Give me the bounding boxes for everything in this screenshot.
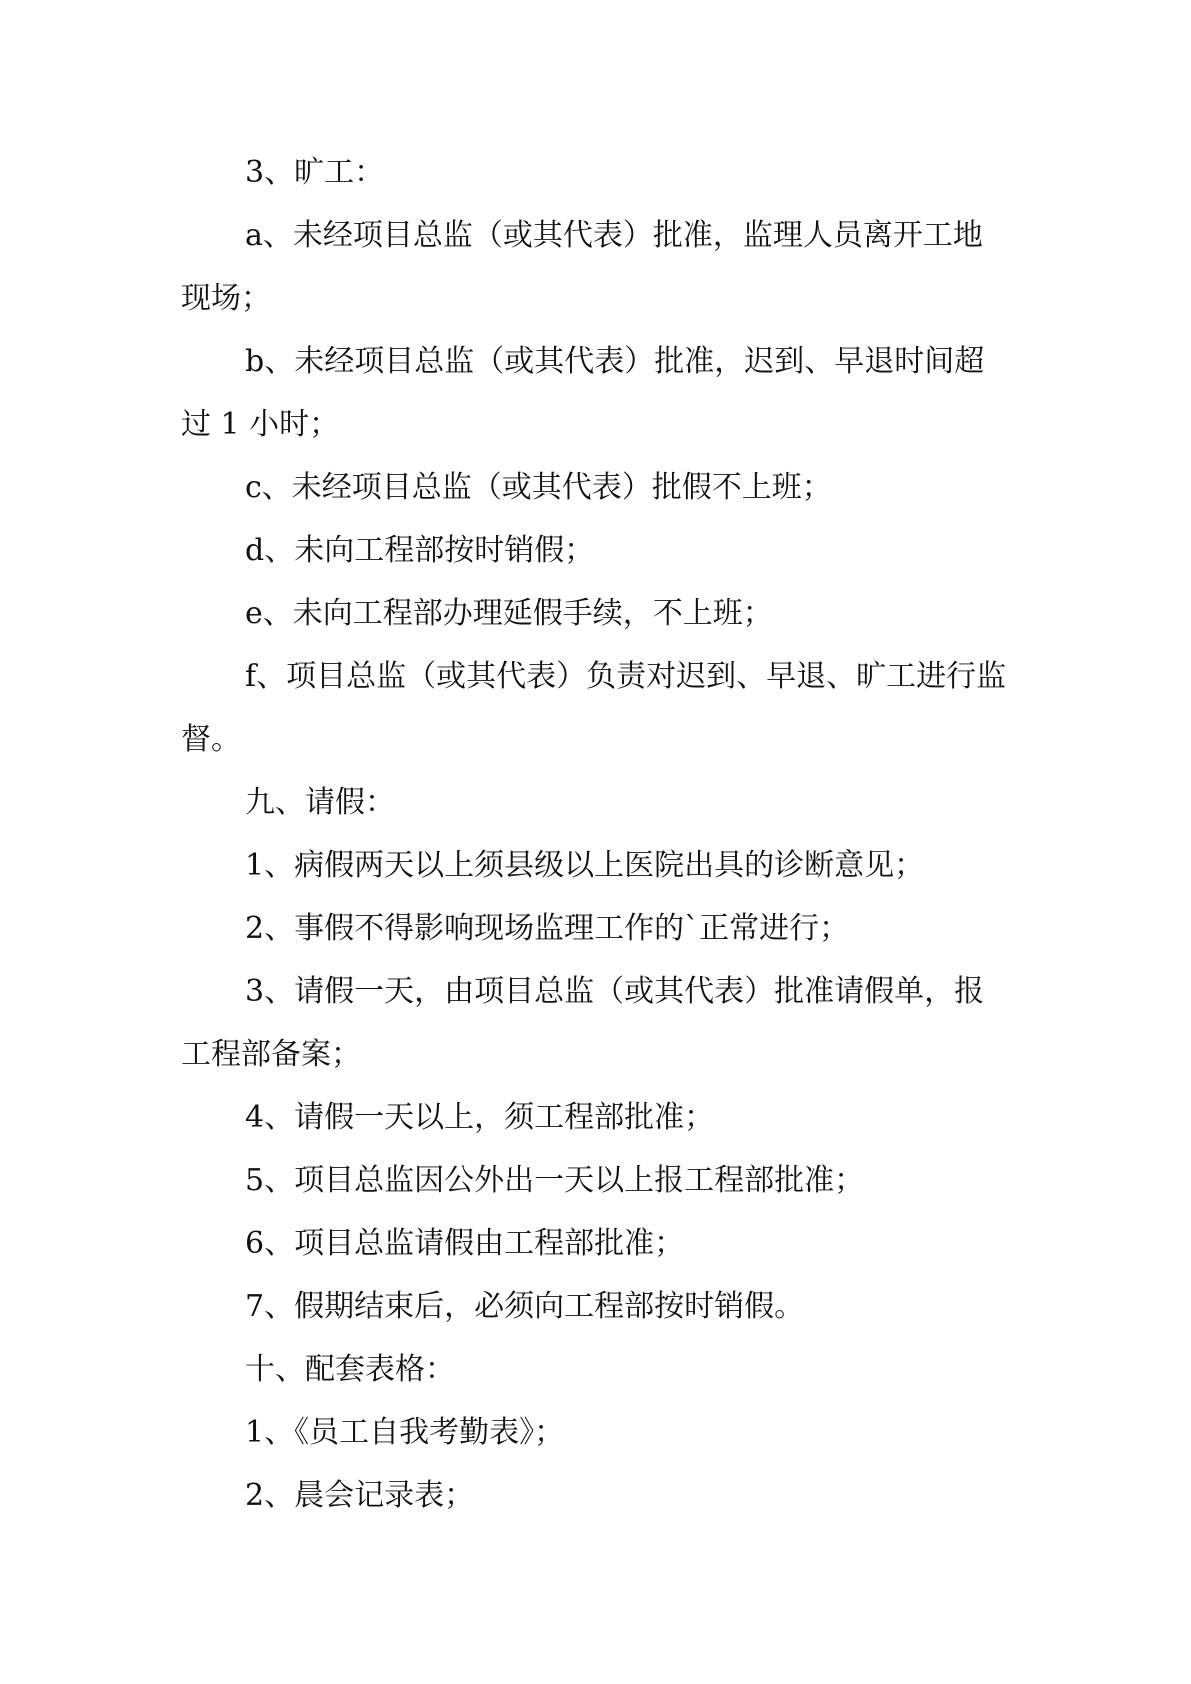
section-heading-leave: 九、请假： [245,785,395,820]
paragraph-leave-2: 2、事假不得影响现场监理工作的`正常进行； [245,911,850,946]
paragraph-leave-3: 3、请假一天，由项目总监（或其代表）批准请假单，报工程部备案； [181,974,985,1072]
paragraph-absenteeism-heading: 3、旷工： [245,155,385,190]
document-body [181,141,1011,1527]
paragraph-absenteeism-c: c、未经项目总监（或其代表）批假不上班； [245,470,832,505]
paragraph-leave-7: 7、假期结束后，必须向工程部按时销假。 [245,1289,805,1324]
paragraph-absenteeism-a: a、未经项目总监（或其代表）批准，监理人员离开工地现场； [181,218,983,316]
paragraph-leave-5: 5、项目总监因公外出一天以上报工程部批准； [245,1163,865,1198]
paragraph-absenteeism-f: f、项目总监（或其代表）负责对迟到、早退、旷工进行监督。 [181,659,1007,757]
paragraph-leave-1: 1、病假两天以上须县级以上医院出具的诊断意见； [245,848,925,883]
paragraph-absenteeism-e: e、未向工程部办理延假手续，不上班； [245,596,773,631]
paragraph-leave-6: 6、项目总监请假由工程部批准； [245,1226,685,1261]
paragraph-absenteeism-b: b、未经项目总监（或其代表）批准，迟到、早退时间超过 1 小时； [181,344,985,442]
section-heading-forms: 十、配套表格： [245,1352,455,1387]
paragraph-leave-4: 4、请假一天以上，须工程部批准； [245,1100,715,1135]
paragraph-forms-2: 2、晨会记录表； [245,1478,475,1513]
paragraph-forms-1: 1、《员工自我考勤表》； [245,1415,565,1450]
paragraph-absenteeism-d: d、未向工程部按时销假； [245,533,595,568]
